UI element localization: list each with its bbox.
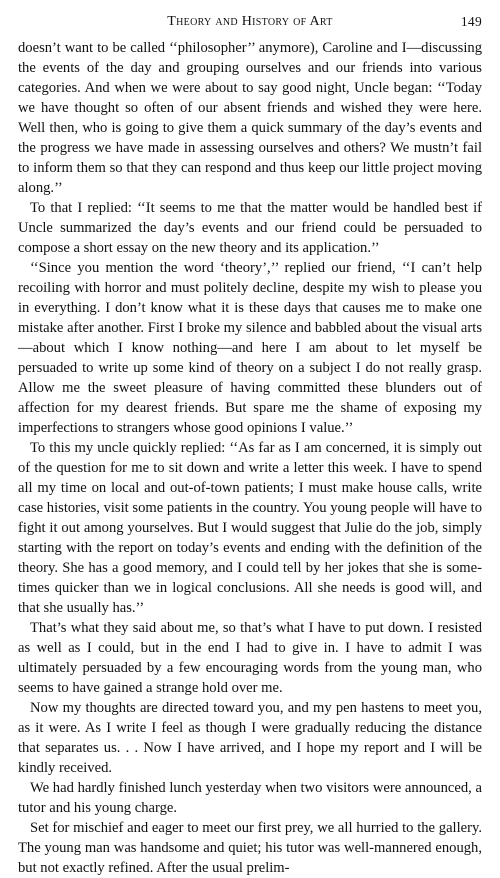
paragraph: To this my uncle quickly replied: ‘‘As far as I am concerned, it is simply out of the question for me to sit down and write a letter this week. I have to spend all my time on local and out-of-town patients; I must make house calls, write case histories, visit some patients in the country. You young people will have to fight it out among yourselves. But I would suggest that Julie do the job, simply starting with the report on today’s events and ending with the definition of the theory. She has a good memory, and I could tell by her jokes that she is sometimes quicker than we in logical conclusions. All she needs is good will, and that she usually has.’’ — [18, 440, 482, 616]
page-number: 149 — [460, 14, 482, 29]
paragraph: To that I replied: ‘‘It seems to me that the matter would be handled best if Uncle summarized the day’s events and our friend could be persuaded to compose a short essay on the new theory and its application.’’ — [18, 200, 482, 256]
paragraph: That’s what they said about me, so that’s what I have to put down. I resisted as well as I could, but in the end I had to give in. I have to admit I was ultimately persuaded by a few encouraging words from the young man, who seems to have gained a strange hold over me. — [18, 620, 482, 696]
paragraph: We had hardly finished lunch yesterday when two visitors were announced, a tutor and his young charge. — [18, 780, 482, 816]
body-text — [18, 38, 482, 878]
book-page — [18, 12, 482, 878]
paragraph: Set for mischief and eager to meet our first prey, we all hurried to the gallery. The young man was handsome and quiet; his tutor was well-mannered enough, but not exactly refined. After the usual prelim- — [18, 820, 482, 876]
running-head-title: Theory and History of Art — [167, 14, 333, 29]
running-head — [18, 12, 482, 34]
paragraph: ‘‘Since you mention the word ‘theory’,’’ replied our friend, ‘‘I can’t help recoiling with horror and must politely decline, despite my wish to please you in everything. I don’t know what it is these days that causes me to make one mistake after another. First I broke my silence and babbled about the visual arts—about which I know nothing—and here I am about to let myself be persuaded to write up some kind of theory on a subject I do not really grasp. Allow me the sweet pleasure of having committed these blunders out of affection for my dearest friends. But spare me the shame of exposing my imperfections to strangers whose good opinions I value.’’ — [18, 260, 482, 436]
paragraph-continued: doesn’t want to be called ‘‘philosopher’’ anymore), Caroline and I—discussing the events of the day and grouping ourselves and our friends into various categories. And when we were about to say good night, Uncle began: ‘‘Today we have thought so often of our absent friends and wished they were here. Well then, who is going to give them a quick summary of the day’s events and the progress we have made in assessing ourselves and others? We mustn’t fail to inform them so that they can respond and thus keep our little project moving along.’’ — [18, 40, 482, 196]
paragraph: Now my thoughts are directed toward you, and my pen hastens to meet you, as it were. As I write I feel as though I were gradually reducing the distance that separates us. . . Now I have arrived, and I hope my report and I will be kindly received. — [18, 700, 482, 776]
